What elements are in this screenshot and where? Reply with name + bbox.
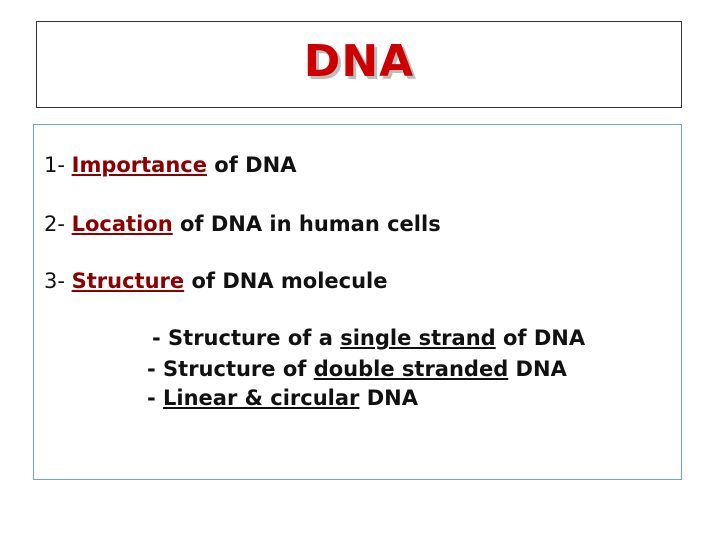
list-item-structure [44,269,388,293]
sub-item-keyword: double stranded [313,357,509,381]
list-item-importance [44,153,296,177]
item-text: of DNA in human cells [172,212,441,236]
sub-item-suffix: DNA [359,386,418,410]
item-keyword: Importance [71,153,207,177]
sub-item-single-strand [152,326,585,350]
title-box [36,21,682,108]
item-text: of DNA molecule [184,269,388,293]
sub-item-keyword: Linear & circular [163,386,360,410]
sub-item-prefix: - Structure of [147,357,314,381]
slide-title: DNA [303,36,415,87]
item-keyword: Location [71,212,173,236]
sub-item-linear-circular [147,386,418,410]
sub-item-prefix: - Structure of a [152,326,341,350]
item-number: 3- [44,269,72,293]
sub-item-suffix: of DNA [495,326,586,350]
list-item-location [44,212,441,236]
sub-item-double-stranded [147,357,567,381]
sub-item-keyword: single strand [340,326,496,350]
content-box [33,124,682,480]
item-number: 2- [44,212,72,236]
item-text: of DNA [207,153,297,177]
sub-item-suffix: DNA [508,357,567,381]
sub-item-prefix: - [147,386,164,410]
item-number: 1- [44,153,72,177]
item-keyword: Structure [71,269,185,293]
